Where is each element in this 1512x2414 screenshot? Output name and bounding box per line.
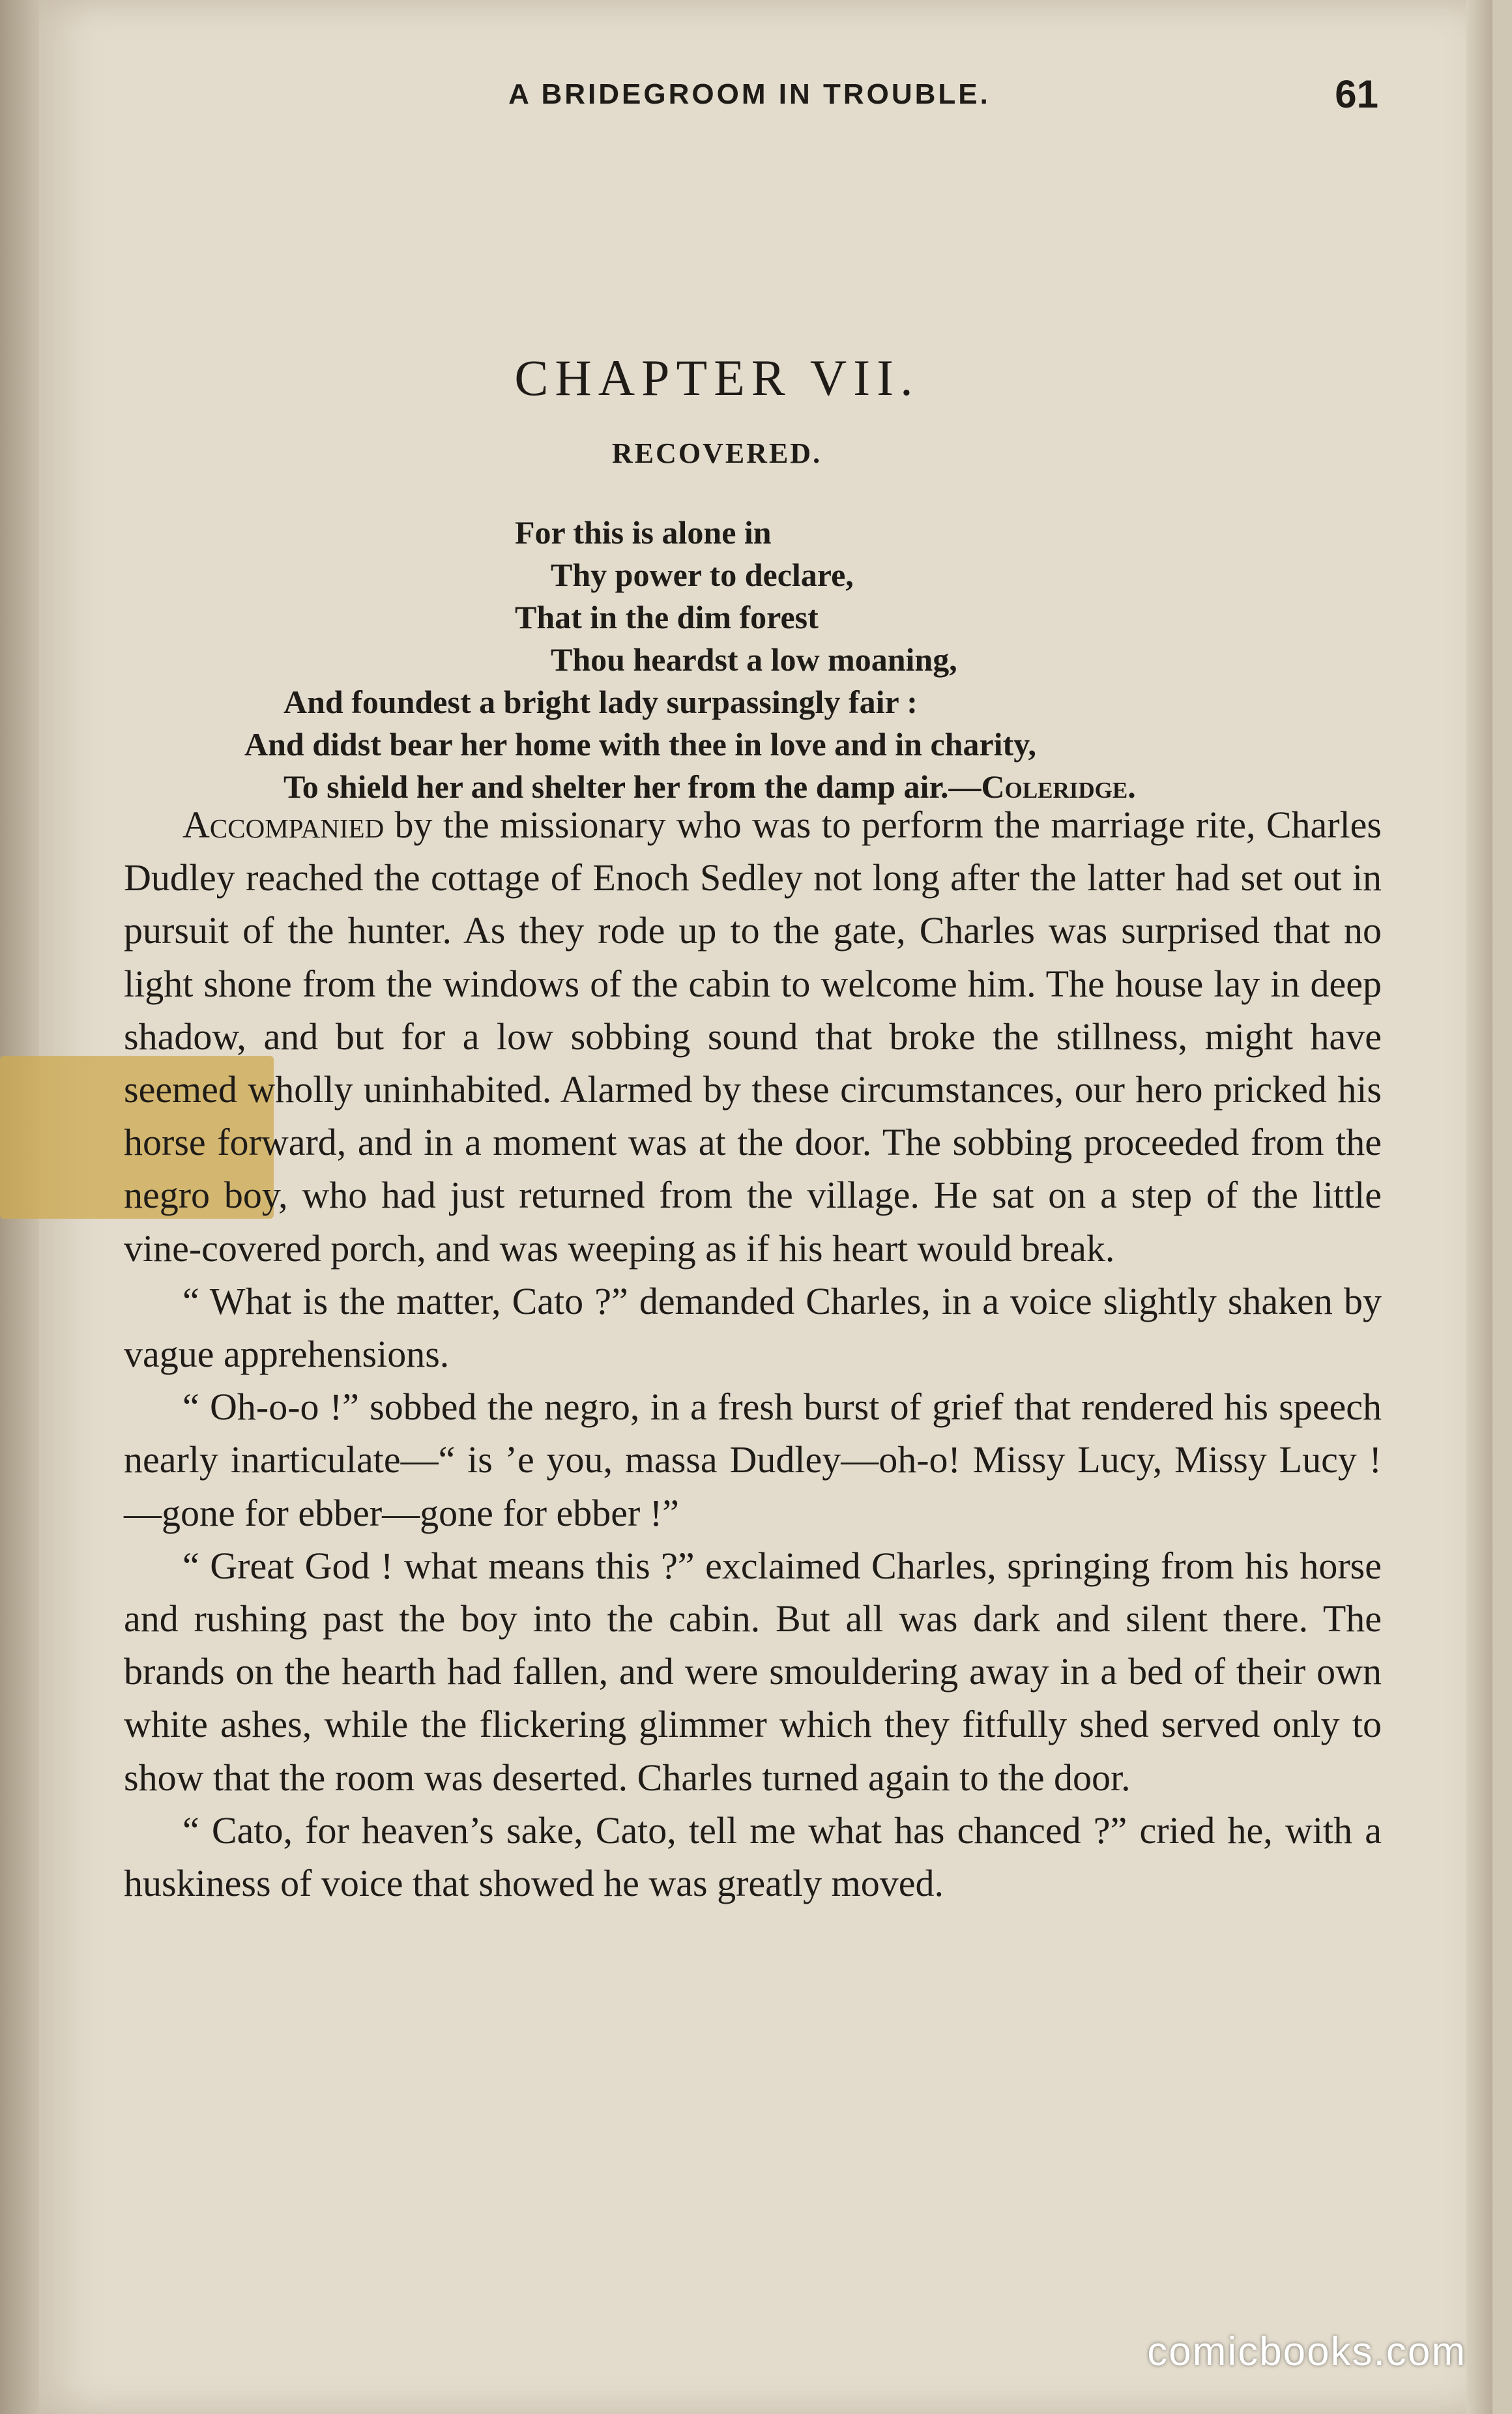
chapter-subtitle: RECOVERED. <box>611 437 822 469</box>
paragraph-lead-word: Accompanied <box>182 804 385 846</box>
page-number: 61 <box>1335 72 1378 116</box>
epigraph-line: And foundest a bright lady surpassingly fair : <box>284 684 918 720</box>
paragraph-text: by the missionary who was to perform the marriage rite, Charles Dudley reached the cottage of Enoch Sedley not long after the latter had set out in pursuit of the hunter. As they rode up to the gate, Charles was surprised that no light shone from the windows of the cabin to welcome him. The house lay in deep shadow, and but for a low sobbing sound that broke the stillness, might have seemed wholly uninhabited. Alarmed by these circumstances, our hero pricked his horse forward, and in a moment was at the door. The sobbing proceeded from the negro boy, who had just returned from the village. He sat on a step of the little vine-covered porch, and was weeping as if his heart would break. <box>124 804 1382 1270</box>
paragraph: “ Cato, for heaven’s sake, Cato, tell me what has chanced ?” cried he, with a huskiness of voice that showed he was greatly moved. <box>124 1809 1382 1905</box>
epigraph-line: For this is alone in <box>515 514 772 551</box>
page-edge <box>1466 0 1492 2414</box>
paragraph: “ Great God ! what means this ?” exclaimed Charles, springing from his horse and rushing past the boy into the cabin. But all was dark and silent there. The brands on the hearth had fallen, and were smouldering away in a bed of their own white ashes, while the flickering glimmer which they fitfully shed served only to show that the room was deserted. Charles turned again to the door. <box>124 1544 1382 1799</box>
epigraph-attribution: Coleridge. <box>981 768 1136 805</box>
epigraph-line: Thou heardst a low moaning, <box>551 641 957 678</box>
epigraph-line: That in the dim forest <box>515 599 819 635</box>
epigraph-line: And didst bear her home with thee in love and in charity, <box>244 726 1036 763</box>
paragraph: “ What is the matter, Cato ?” demanded Charles, in a voice slightly shaken by vague apprehensions. <box>124 1279 1382 1376</box>
watermark: comicbooks.com <box>1147 2329 1466 2374</box>
chapter-body <box>124 798 1382 1910</box>
paragraph: “ Oh-o-o !” sobbed the negro, in a fresh burst of grief that rendered his speech nearly inarticulate—“ is ’e you, massa Dudley—oh-o! Missy Lucy, Missy Lucy !—gone for ebber—gone for ebber !” <box>124 1386 1382 1534</box>
running-head: A BRIDEGROOM IN TROUBLE. <box>508 78 991 110</box>
epigraph-line: To shield her and shelter her from the damp air.— <box>284 768 981 805</box>
paragraph <box>124 798 1382 1275</box>
chapter-title: CHAPTER VII. <box>514 349 920 406</box>
epigraph-line: Thy power to declare, <box>551 557 854 593</box>
